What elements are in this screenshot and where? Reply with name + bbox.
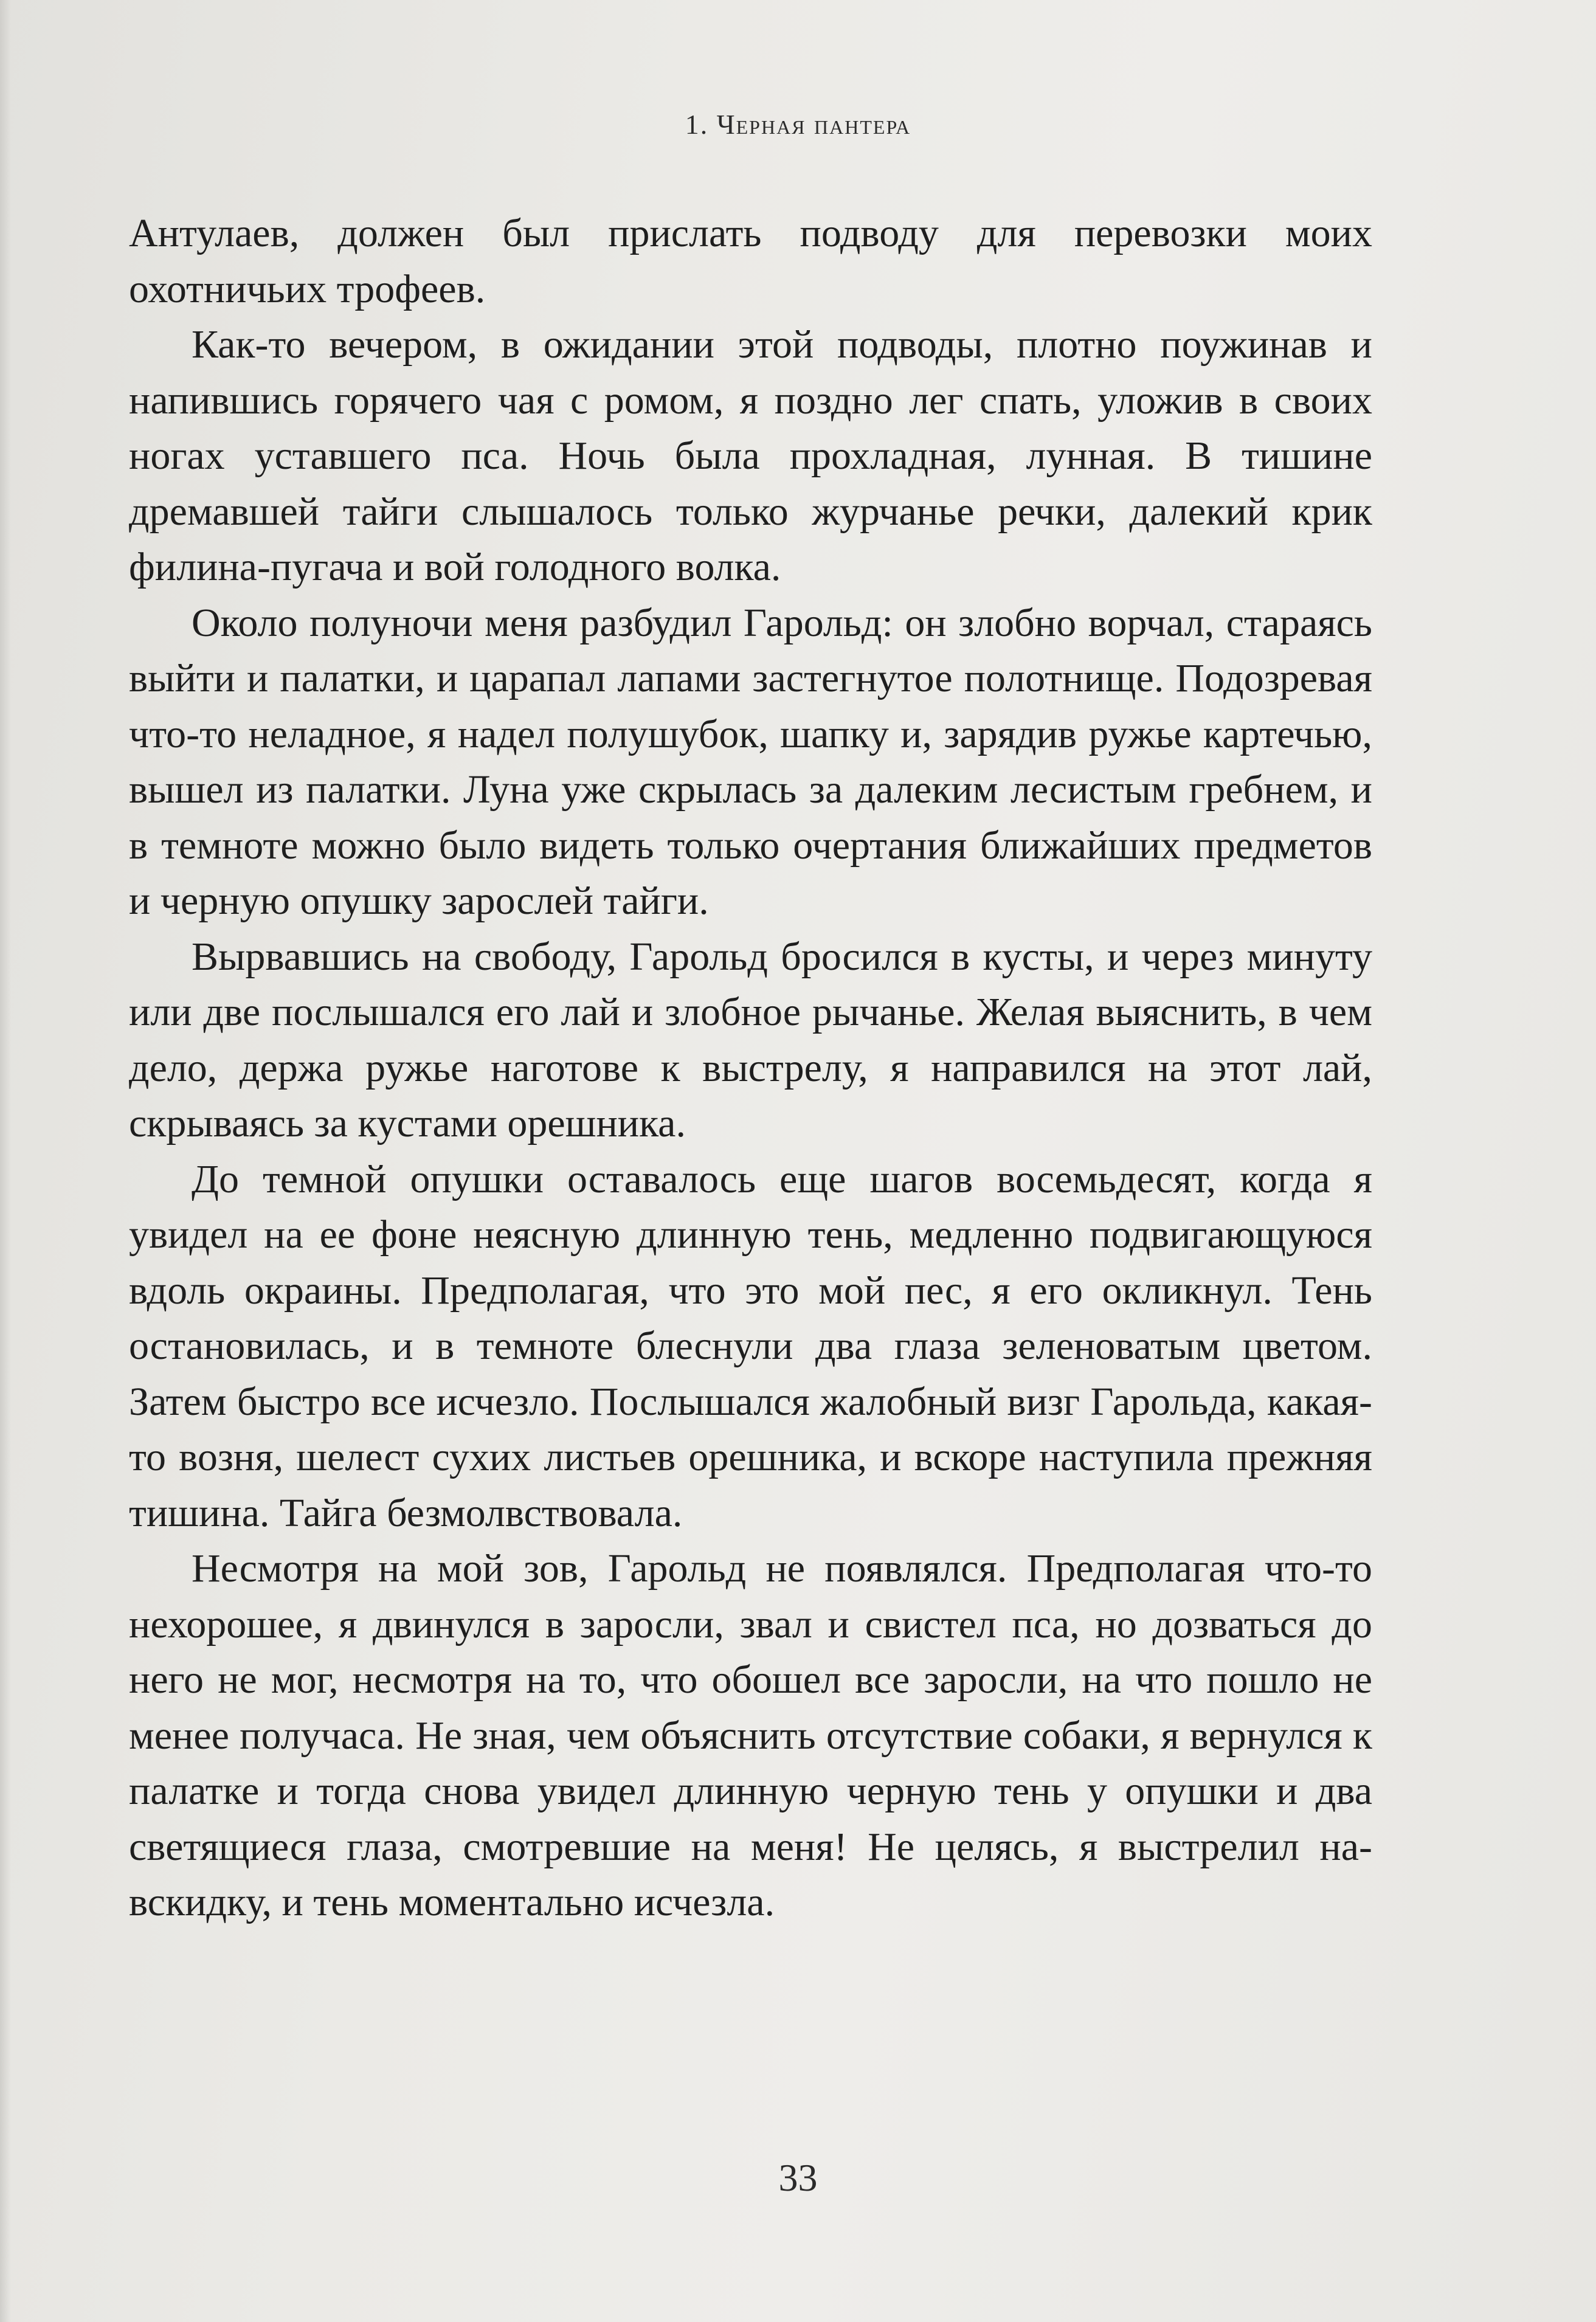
paragraph-1: Антулаев, должен был прислать подводу для перевозки моих охотничьих трофеев. bbox=[129, 211, 1372, 311]
running-head: 1. Черная пантера bbox=[685, 109, 911, 140]
paragraph-5: До темной опушки оставалось еще шагов восемьдесят, когда я увидел на ее фоне неясную длинную тень, медленно подвигающуюся вдоль окраины. Предполагая, что это мой пес, я его окликнул. Тень остановилась, и в темноте блеснули два глаза зеленоватым цветом. Затем быстро все исчезло. Послышался жалобный визг Гарольда, какая-то возня, шелест сухих листьев орешника, и вскоре наступила прежняя тишина. Тайга безмолвствовала. bbox=[129, 1156, 1372, 1535]
paragraph-4: Вырвавшись на свободу, Гарольд бросился в кусты, и через минуту или две послышался его лай и злобное рычанье. Желая выяснить, в чем дело, держа ружье наготове к выстрелу, я направился на этот лай, скрываясь за кустами орешника. bbox=[129, 934, 1372, 1145]
page-number: 33 bbox=[778, 2156, 818, 2199]
paragraph-3: Около полуночи меня разбудил Гарольд: он злобно ворчал, стараясь выйти и палатки, и царапал лапами застегнутое полотнище. Подозревая что-то неладное, я надел полушубок, шапку и, зарядив ружье картечью, вышел из палатки. Луна уже скрылась за далеким лесистым гребнем, и в темноте можно было видеть только очертания ближайших предметов и черную опушку зарослей тайги. bbox=[129, 600, 1372, 923]
paragraph-6: Несмотря на мой зов, Гарольд не появлялся. Предполагая что-то нехорошее, я двинулся в заросли, звал и свистел пса, но дозваться до него не мог, несмотря на то, что обошел все заросли, на что пошло не менее получаса. Не зная, чем объяснить отсутствие собаки, я вернулся к палатке и тогда снова увидел длинную черную тень у опушки и два светящиеся глаза, смотревшие на меня! Не целясь, я выстрелил навскидку, и тень моментально исчезла. bbox=[129, 1546, 1372, 1924]
paragraph-2: Как-то вечером, в ожидании этой подводы, плотно поужинав и напившись горячего чая с ромом, я поздно лег спать, уложив в своих ногах уставшего пса. Ночь была прохладная, лунная. В тишине дремавшей тайги слышалось только журчанье речки, далекий крик филина-пугача и вой голодного волка. bbox=[129, 322, 1372, 589]
body-text bbox=[129, 206, 1372, 1930]
